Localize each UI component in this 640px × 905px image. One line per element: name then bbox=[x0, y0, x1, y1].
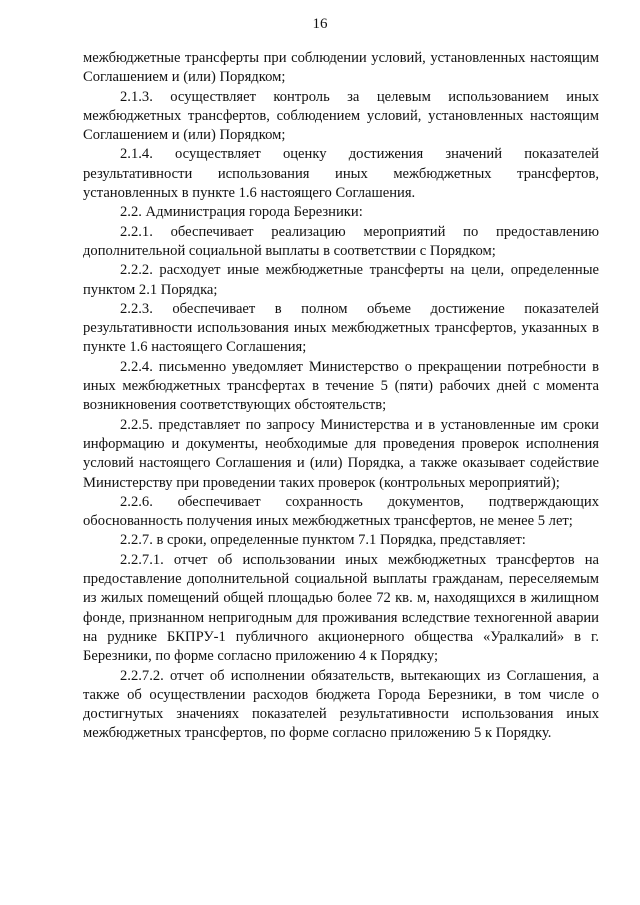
paragraph-2-2-7: 2.2.7. в сроки, определенные пунктом 7.1 Порядка, представляет: bbox=[120, 532, 526, 549]
paragraph-2-2-1: 2.2.1. обеспечивает реализацию мероприятий по предоставлению дополнительной социальной выплаты в соответствии с Порядком; bbox=[83, 223, 599, 259]
paragraph-2-2-7-1: 2.2.7.1. отчет об использовании иных межбюджетных трансфертов на предоставление дополнительной социальной выплаты гражданам, переселяемым из жилых помещений общей площадью более 72 кв. м, находящихся в жилищном фонде, признанном непригодным для проживания вследствие техногенной аварии на руднике БКПРУ-1 публичного акционерного общества «Уралкалий» в г. Березники, по форме согласно приложению 4 к Порядку; bbox=[83, 551, 599, 665]
page-number: 16 bbox=[312, 16, 328, 32]
paragraph-continuation: межбюджетные трансферты при соблюдении условий, установленных настоящим Соглашением и (или) Порядком; bbox=[83, 50, 599, 86]
paragraph-2-2-2: 2.2.2. расходует иные межбюджетные трансферты на цели, определенные пунктом 2.1 Порядка; bbox=[83, 262, 599, 298]
paragraph-2-1-4: 2.1.4. осуществляет оценку достижения значений показателей результативности использования иных межбюджетных трансфертов, установленных в пункте 1.6 настоящего Соглашения. bbox=[83, 146, 599, 202]
paragraph-2-2-3: 2.2.3. обеспечивает в полном объеме достижение показателей результативности использования иных межбюджетных трансфертов, указанных в пункте 1.6 настоящего Соглашения; bbox=[83, 300, 599, 356]
document-body bbox=[83, 49, 599, 744]
paragraph-2-2-6: 2.2.6. обеспечивает сохранность документов, подтверждающих обоснованность получения иных межбюджетных трансфертов, не менее 5 лет; bbox=[83, 493, 599, 530]
paragraph-2-2-4: 2.2.4. письменно уведомляет Министерство о прекращении потребности в иных межбюджетных трансфертах в течение 5 (пяти) рабочих дней с момента возникновения соответствующих обстоятельств; bbox=[83, 358, 599, 414]
paragraph-2-1-3: 2.1.3. осуществляет контроль за целевым использованием иных межбюджетных трансфертов, соблюдением условий, установленных настоящим Соглашением и (или) Порядком; bbox=[83, 88, 599, 144]
paragraph-2-2: 2.2. Администрация города Березники: bbox=[120, 204, 363, 221]
paragraph-2-2-5: 2.2.5. представляет по запросу Министерства и в установленные им сроки информацию и документы, необходимые для проведения проверок исполнения условий настоящего Соглашения и (или) Порядка, а также оказывает содействие Министерству при проведении таких проверок (контрольных мероприятий); bbox=[83, 416, 599, 491]
paragraph-2-2-7-2: 2.2.7.2. отчет об исполнении обязательств, вытекающих из Соглашения, а также об осуществлении расходов бюджета Города Березники, в том числе о достигнутых значениях показателей результативности использования иных межбюджетных трансфертов, по форме согласно приложению 5 к Порядку. bbox=[83, 667, 599, 742]
